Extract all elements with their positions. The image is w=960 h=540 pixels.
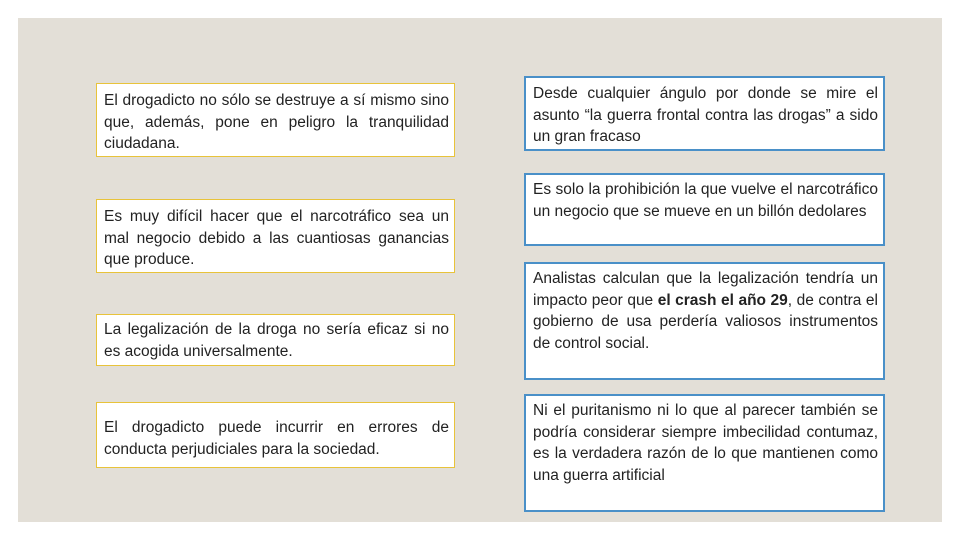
statement-text: El drogadicto puede incurrir en errores de conducta perjudiciales para la sociedad. xyxy=(104,419,449,458)
argument-text: Ni el puritanismo ni lo que al parecer también se podría considerar siempre imbecilidad contumaz, es la verdadera razón de lo que mantienen como una guerra artificial xyxy=(533,402,878,484)
statement-box-3 xyxy=(96,314,455,366)
statement-text: Es muy difícil hacer que el narcotráfico sea un mal negocio debido a las cuantiosas ganancias que produce. xyxy=(104,208,449,268)
argument-text-end: , de contra el gobierno de usa perdería valiosos instrumentos de control social. xyxy=(533,291,878,352)
argument-box-4 xyxy=(524,394,885,512)
argument-text-bold: el crash el año 29 xyxy=(657,291,788,309)
statement-box-1 xyxy=(96,83,455,157)
argument-text: Es solo la prohibición la que vuelve el narcotráfico un negocio que se mueve en un billón dedolares xyxy=(533,181,878,220)
statement-box-2 xyxy=(96,199,455,273)
argument-text-start: Analistas calculan que la legalización tendría un impacto peor que xyxy=(533,270,878,309)
statement-text: La legalización de la droga no sería eficaz si no es acogida universalmente. xyxy=(104,321,449,360)
statement-box-4 xyxy=(96,402,455,468)
statement-text: El drogadicto no sólo se destruye a sí mismo sino que, además, pone en peligro la tranquilidad ciudadana. xyxy=(104,92,449,152)
argument-box-1 xyxy=(524,76,885,151)
argument-text: Desde cualquier ángulo por donde se mire el asunto “la guerra frontal contra las drogas” a sido un gran fracaso xyxy=(533,85,878,145)
slide xyxy=(18,18,942,522)
argument-box-3 xyxy=(524,262,885,380)
argument-box-2 xyxy=(524,173,885,246)
